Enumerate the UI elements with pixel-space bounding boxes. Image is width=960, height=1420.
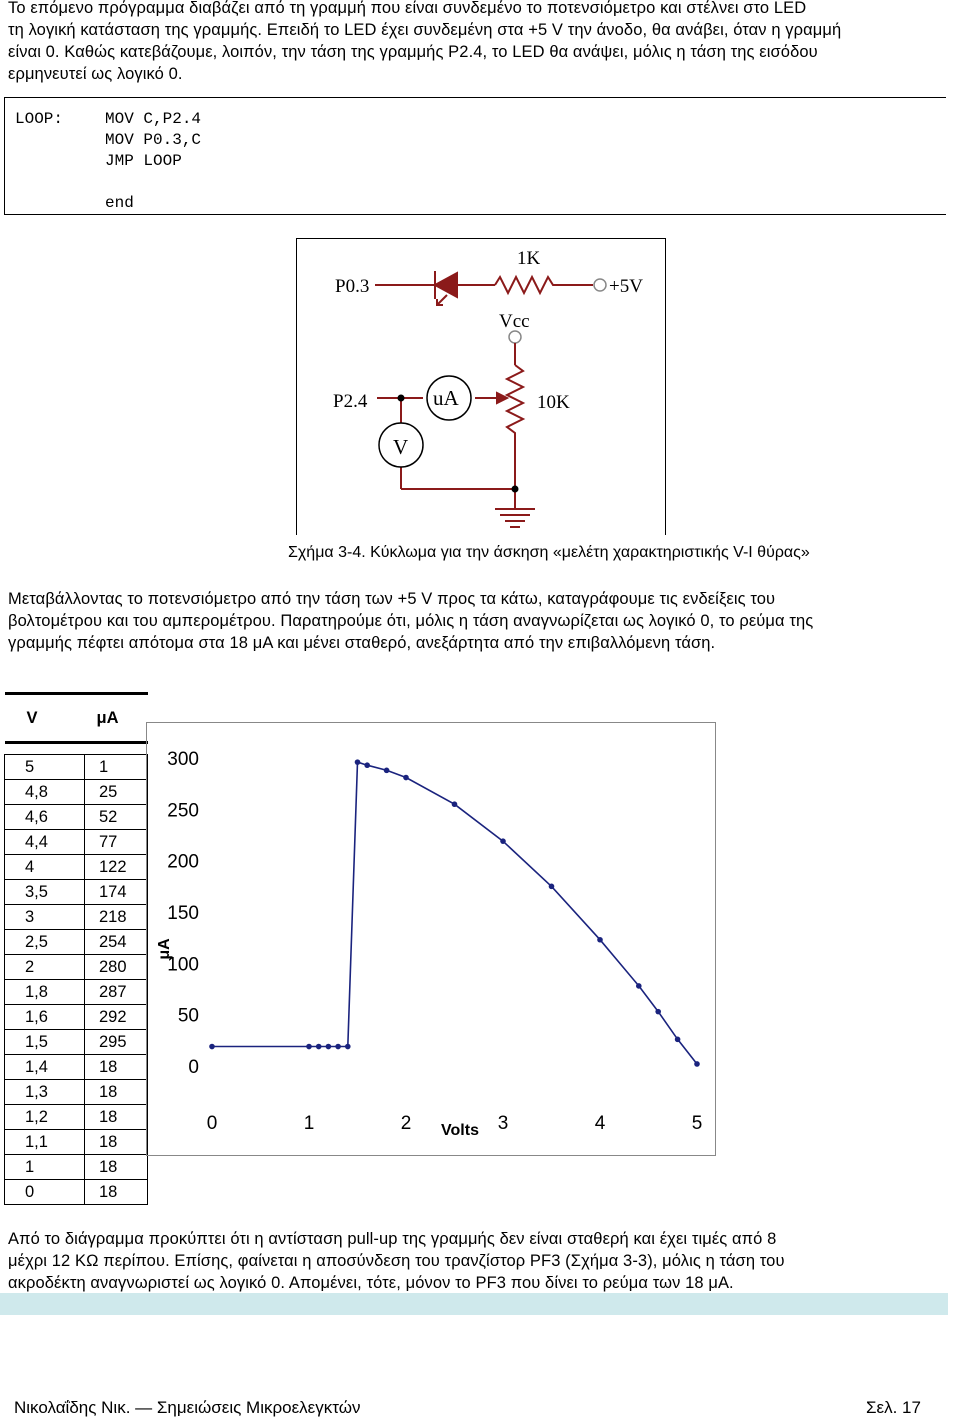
cell-current: 218 bbox=[85, 905, 148, 930]
cell-current: 25 bbox=[85, 780, 148, 805]
label-1k: 1K bbox=[517, 248, 541, 269]
cell-current: 1 bbox=[85, 755, 148, 780]
table-row bbox=[5, 880, 148, 905]
label-plus5v: +5V bbox=[609, 276, 643, 297]
data-point bbox=[306, 1044, 312, 1050]
text-line: είναι 0. Καθώς κατεβάζουμε, λοιπόν, την τάση της γραμμής P2.4, το LED θα ανάψει, μόλις η τάση της εισόδου bbox=[8, 43, 818, 61]
cell-voltage: 0 bbox=[5, 1180, 85, 1205]
text-line: ερμηνευτεί ως λογικό 0. bbox=[8, 65, 183, 83]
label-p03: P0.3 bbox=[335, 276, 370, 297]
cell-current: 77 bbox=[85, 830, 148, 855]
table-row bbox=[5, 1030, 148, 1055]
cell-current: 287 bbox=[85, 980, 148, 1005]
data-point bbox=[636, 983, 642, 989]
footer-page-number: Σελ. 17 bbox=[866, 1398, 921, 1417]
data-point bbox=[655, 1009, 661, 1015]
header-ua: μA bbox=[85, 694, 148, 743]
cell-voltage: 1,3 bbox=[5, 1080, 85, 1105]
data-point bbox=[345, 1044, 351, 1050]
x-tick-label: 3 bbox=[497, 1113, 509, 1134]
header-v: V bbox=[5, 694, 85, 743]
circuit-diagram bbox=[296, 238, 666, 535]
text-line: τη λογική κατάσταση της γραμμής. Επειδή το LED έχει συνδεμένη στα +5 V την άνοδο, θα ανάβει, όταν η γραμμή bbox=[8, 21, 842, 39]
cell-voltage: 1,8 bbox=[5, 980, 85, 1005]
table-row bbox=[5, 1055, 148, 1080]
highlight-band bbox=[0, 1293, 948, 1315]
data-point bbox=[326, 1044, 332, 1050]
intro-paragraph bbox=[8, 0, 946, 85]
cell-voltage: 1,1 bbox=[5, 1130, 85, 1155]
table-row bbox=[5, 1155, 148, 1180]
data-point bbox=[384, 768, 390, 774]
cell-voltage: 2 bbox=[5, 955, 85, 980]
y-axis-label: μA bbox=[156, 938, 173, 960]
table-row bbox=[5, 1105, 148, 1130]
label-p24: P2.4 bbox=[333, 391, 368, 412]
data-point bbox=[452, 801, 458, 807]
cell-voltage: 4,8 bbox=[5, 780, 85, 805]
x-tick-label: 4 bbox=[594, 1113, 606, 1134]
data-point bbox=[549, 884, 555, 890]
series-line bbox=[212, 762, 697, 1064]
table-row bbox=[5, 1080, 148, 1105]
data-point bbox=[355, 759, 361, 765]
data-point bbox=[209, 1044, 215, 1050]
data-point bbox=[675, 1037, 681, 1043]
data-point bbox=[316, 1044, 322, 1050]
y-tick-label: 150 bbox=[167, 903, 199, 924]
y-tick-label: 200 bbox=[167, 851, 199, 873]
table-row bbox=[5, 1130, 148, 1155]
y-tick-label: 250 bbox=[167, 800, 199, 822]
table-row bbox=[5, 955, 148, 980]
table-row bbox=[5, 780, 148, 805]
table-header-row bbox=[5, 694, 148, 743]
table-row bbox=[5, 1180, 148, 1205]
table-row bbox=[5, 930, 148, 955]
text-line: Μεταβάλλοντας το ποτενσιόμετρο από την τάση των +5 V προς τα κάτω, καταγράφουμε τις ενδείξεις του bbox=[8, 590, 776, 608]
text-line: Το επόμενο πρόγραμμα διαβάζει από τη γραμμή που είναι συνδεμένο το ποτενσιόμετρο και στέλνει στο LED bbox=[8, 0, 807, 17]
text-line: Από το διάγραμμα προκύπτει ότι η αντίσταση pull-up της γραμμής δεν είναι σταθερή και έχει τιμές από 8 bbox=[8, 1230, 777, 1248]
x-tick-label: 2 bbox=[400, 1113, 412, 1134]
text-line: μέχρι 12 ΚΩ περίπου. Επίσης, φαίνεται η αποσύνδεση του τρανζίστορ PF3 (Σχήμα 3-3), μόλις η τάση του bbox=[8, 1252, 785, 1270]
cell-voltage: 4,6 bbox=[5, 805, 85, 830]
label-10k: 10K bbox=[537, 392, 570, 413]
label-vcc: Vcc bbox=[499, 311, 530, 332]
cell-voltage: 2,5 bbox=[5, 930, 85, 955]
data-point bbox=[597, 937, 603, 943]
cell-current: 280 bbox=[85, 955, 148, 980]
cell-voltage: 1 bbox=[5, 1155, 85, 1180]
cell-current: 122 bbox=[85, 855, 148, 880]
cell-voltage: 1,2 bbox=[5, 1105, 85, 1130]
code-listing bbox=[4, 97, 946, 215]
text-line: βολτομέτρου και του αμπερομέτρου. Παρατηρούμε ότι, μόλις η τάση αναγνωρίζεται ως λογικό 0, το ρεύμα της bbox=[8, 612, 814, 630]
label-ua: uA bbox=[433, 386, 459, 410]
code-label: LOOP: bbox=[15, 110, 64, 128]
cell-current: 18 bbox=[85, 1180, 148, 1205]
x-tick-label: 1 bbox=[303, 1113, 315, 1134]
text-line: γραμμής πέφτει απότομα στα 18 μA και μένει σταθερό, ανεξάρτητα από την επιβαλλόμενη τάση. bbox=[8, 634, 716, 652]
y-tick-label: 50 bbox=[177, 1005, 199, 1027]
cell-current: 174 bbox=[85, 880, 148, 905]
table-row bbox=[5, 830, 148, 855]
cell-voltage: 1,4 bbox=[5, 1055, 85, 1080]
measurement-table bbox=[4, 692, 148, 1205]
cell-current: 52 bbox=[85, 805, 148, 830]
figure-caption: Σχήμα 3-4. Κύκλωμα για την άσκηση «μελέτη χαρακτηριστικής V-I θύρας» bbox=[288, 544, 810, 561]
data-point bbox=[500, 838, 506, 844]
x-tick-label: 5 bbox=[691, 1113, 703, 1134]
cell-current: 18 bbox=[85, 1155, 148, 1180]
chart-container bbox=[146, 722, 716, 1156]
cell-current: 292 bbox=[85, 1005, 148, 1030]
text-line: ακροδέκτη αναγνωριστεί ως λογικό 0. Απομένει, τότε, μόνον το PF3 που δίνει το ρεύμα των 18 μA. bbox=[8, 1274, 734, 1292]
cell-voltage: 4 bbox=[5, 855, 85, 880]
cell-voltage: 1,6 bbox=[5, 1005, 85, 1030]
x-axis-label: Volts bbox=[441, 1122, 479, 1139]
cell-current: 18 bbox=[85, 1130, 148, 1155]
table-row bbox=[5, 1005, 148, 1030]
footer-author: Νικολαΐδης Νικ. — Σημειώσεις Μικροελεγκτών bbox=[14, 1398, 361, 1417]
cell-voltage: 4,4 bbox=[5, 830, 85, 855]
code-line: MOV C,P2.4 bbox=[105, 110, 202, 128]
code-line: end bbox=[105, 194, 134, 212]
table-row bbox=[5, 905, 148, 930]
cell-current: 254 bbox=[85, 930, 148, 955]
table-row bbox=[5, 805, 148, 830]
paragraph-conclusion bbox=[8, 1228, 946, 1294]
y-tick-label: 300 bbox=[167, 749, 199, 770]
data-point bbox=[694, 1061, 700, 1067]
y-tick-label: 0 bbox=[188, 1057, 199, 1078]
label-v: V bbox=[393, 435, 409, 459]
cell-voltage: 3 bbox=[5, 905, 85, 930]
cell-current: 18 bbox=[85, 1080, 148, 1105]
paragraph-measurement bbox=[8, 588, 946, 654]
y-tick-label: 100 bbox=[167, 954, 199, 976]
table-row bbox=[5, 755, 148, 780]
table-row bbox=[5, 980, 148, 1005]
cell-current: 18 bbox=[85, 1055, 148, 1080]
cell-current: 295 bbox=[85, 1030, 148, 1055]
x-tick-label: 0 bbox=[206, 1113, 218, 1134]
cell-voltage: 1,5 bbox=[5, 1030, 85, 1055]
table-row bbox=[5, 855, 148, 880]
current-voltage-chart bbox=[147, 723, 715, 1155]
data-point bbox=[403, 775, 409, 781]
cell-voltage: 3,5 bbox=[5, 880, 85, 905]
code-line: JMP LOOP bbox=[105, 152, 182, 170]
data-point bbox=[364, 762, 370, 768]
cell-voltage: 5 bbox=[5, 755, 85, 780]
circuit-schematic bbox=[297, 239, 665, 535]
code-line: MOV P0.3,C bbox=[105, 131, 202, 149]
cell-current: 18 bbox=[85, 1105, 148, 1130]
data-point bbox=[335, 1044, 341, 1050]
